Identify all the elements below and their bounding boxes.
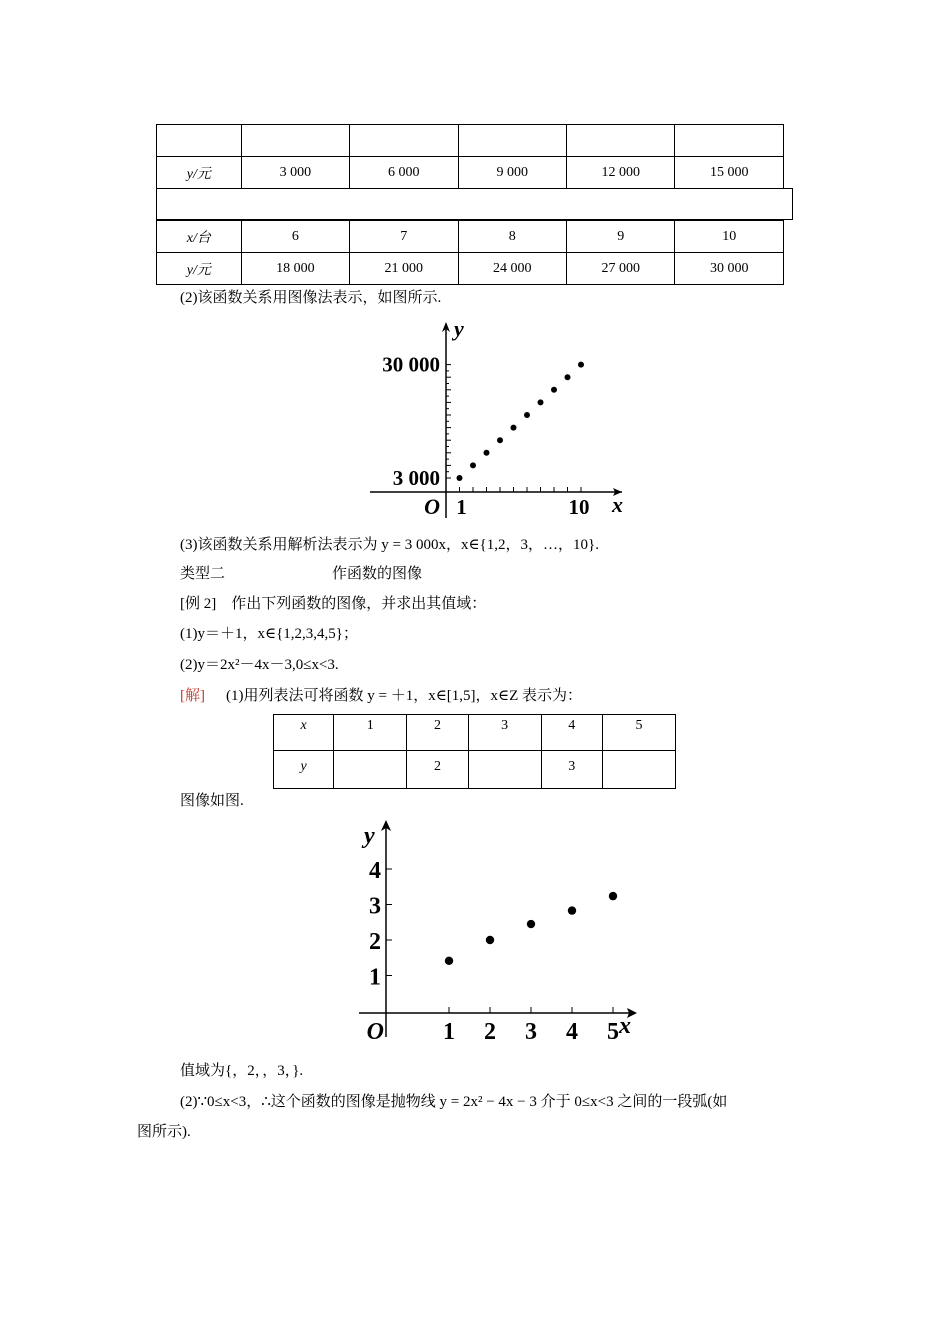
table-row: y/元 3 000 6 000 9 000 12 000 15 000: [157, 157, 784, 189]
x-tick-label: 5: [607, 1019, 619, 1045]
data-point: [497, 437, 503, 443]
data-point: [457, 475, 463, 481]
x-tick-label: 3: [525, 1019, 537, 1045]
table-spacer-row: [156, 188, 793, 220]
data-point: [551, 387, 557, 393]
x-axis-label: x: [619, 1013, 631, 1039]
y-tick-label: 30 000: [382, 352, 440, 377]
range-text: 值域为{，2，，3，}.: [180, 1063, 304, 1079]
data-table-1b: [156, 220, 784, 285]
x-tick-label: 1: [456, 495, 467, 519]
data-table-1: [156, 124, 784, 189]
table-row: x 1 2 3 4 5: [274, 715, 676, 751]
data-table-2: [273, 714, 676, 789]
data-point: [445, 957, 453, 965]
data-point: [484, 450, 490, 456]
solution-tag: [解]: [180, 688, 205, 704]
table-row: y 2 3: [274, 751, 676, 789]
table-row: x/台 6 7 8 9 10: [157, 221, 784, 253]
data-point: [568, 906, 576, 914]
data-point: [524, 412, 530, 418]
data-point: [538, 399, 544, 405]
x-tick-label: 10: [568, 495, 590, 519]
x-tick-label: 1: [443, 1019, 455, 1045]
x-axis-label: x: [612, 492, 623, 517]
example-heading: [例 2] 作出下列函数的图像，并求出其值域：: [180, 596, 487, 612]
question-1: (1)y＝＋1，x∈{1,2,3,4,5}；: [180, 626, 358, 642]
origin-label: O: [366, 1019, 384, 1045]
y-tick-label: 3 000: [392, 466, 440, 490]
scatter-chart-1: [360, 318, 640, 528]
paragraph: (2)该函数关系用图像法表示，如图所示.: [180, 290, 442, 306]
origin-label: O: [424, 494, 440, 519]
table-row: y/元 18 000 21 000 24 000 27 000 30 000: [157, 253, 784, 285]
data-point: [470, 462, 476, 468]
section-label: 类型二: [180, 566, 226, 582]
y-axis-label: y: [454, 318, 464, 341]
data-point: [609, 892, 617, 900]
x-tick-label: 2: [484, 1019, 496, 1045]
paragraph: (2)∵0≤x<3，∴这个函数的图像是抛物线 y = 2x² − 4x − 3 介于 0≤x<3 之间的一段弧(如: [180, 1094, 728, 1110]
y-tick-label: 2: [369, 929, 381, 955]
x-tick-label: 4: [566, 1019, 578, 1045]
solution-1: (1)用列表法可将函数 y = ＋1，x∈[1,5]，x∈Z 表示为：: [226, 688, 583, 704]
paragraph: 图所示).: [137, 1124, 191, 1140]
y-tick-label: 4: [369, 858, 381, 884]
table-row: [157, 125, 784, 157]
y-tick-label: 1: [369, 964, 381, 991]
scatter-chart-2: [355, 815, 645, 1050]
section-title: 作函数的图像: [332, 565, 423, 582]
paragraph: (3)该函数关系用解析法表示为 y = 3 000x，x∈{1,2，3，…，10}.: [180, 537, 599, 553]
data-point: [527, 920, 535, 928]
graph-caption: 图像如图.: [180, 793, 244, 809]
data-point: [565, 374, 571, 380]
y-axis-label: y: [364, 823, 375, 849]
data-point: [578, 362, 584, 368]
data-point: [486, 936, 494, 944]
question-2: (2)y＝2x²－4x－3,0≤x<3.: [180, 657, 339, 673]
data-point: [511, 425, 517, 431]
y-tick-label: 3: [369, 893, 381, 920]
